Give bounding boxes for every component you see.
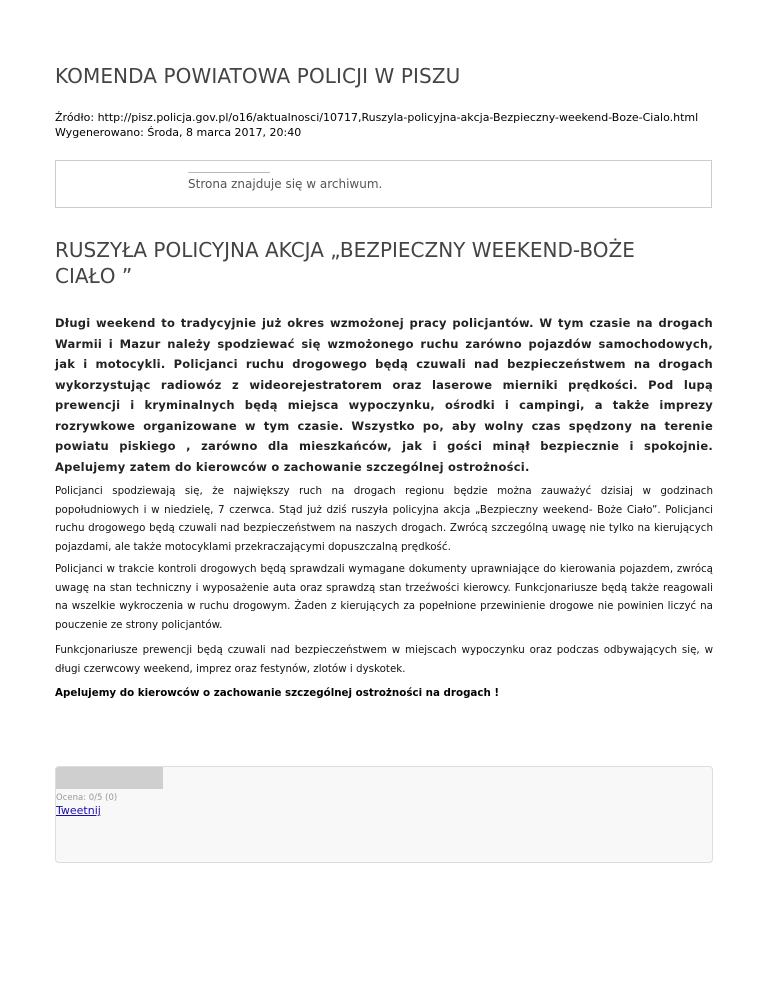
archive-notice: Strona znajduje się w archiwum. xyxy=(188,177,383,191)
rating-box xyxy=(55,766,713,863)
archive-divider xyxy=(188,172,270,173)
article-paragraph: Funkcjonariusze prewencji będą czuwali nad bezpieczeństwem w miejscach wypoczynku oraz podczas odbywających się, w długi czerwcowy weekend, imprez oraz festynów, zlotów i dyskotek. xyxy=(55,644,713,675)
archive-notice-box xyxy=(55,160,712,208)
article-title: RUSZYŁA POLICYJNA AKCJA „BEZPIECZNY WEEKEND-BOŻE CIAŁO ” xyxy=(55,238,635,288)
tweet-link[interactable]: Tweetnij xyxy=(56,804,101,817)
article-closing: Apelujemy do kierowców o zachowanie szczególnej ostrożności na drogach ! xyxy=(55,687,500,699)
article-paragraph: Policjanci w trakcie kontroli drogowych będą sprawdzali wymagane dokumenty uprawniające do kierowania pojazdem, zwrócą uwagę na stan techniczny i wyposażenie auta oraz sprawdzą stan trzeźwości kierowcy. Funkcjonariusze będą także reagowali na wszelkie wykroczenia w ruchu drogowym. Żaden z kierujących za popełnione przewinienie drogowe nie powinien liczyć na pouczenie ze strony policjantów. xyxy=(55,563,713,631)
article-paragraph: Policjanci spodziewają się, że największy ruch na drogach regionu będzie można zauważyć dzisiaj w godzinach popołudniowych i w niedzielę, 7 czerwca. Stąd już dziś ruszyła policyjna akcja „Bezpieczny weekend- Boże Ciało”. Policjanci ruchu drogowego będą czuwali nad bezpieczeństwem na naszych drogach. Zwrócą szczególną uwagę nie tylko na kierujących pojazdami, ale także motocyklami przekraczającymi dopuszczalną prędkość. xyxy=(55,485,713,553)
generated-date: Wygenerowano: Środa, 8 marca 2017, 20:40 xyxy=(55,126,302,139)
rating-score: Ocena: 0/5 (0) xyxy=(56,793,118,803)
meta-info xyxy=(55,110,698,140)
article-lead: Długi weekend to tradycyjnie już okres wzmożonej pracy policjantów. W tym czasie na drogach Warmii i Mazur należy spodziewać się wzmożonego ruchu zarówno pojazdów samochodowych, jak i motocykli. Policjanci ruchu drogowego będą czuwali nad bezpieczeństwem na drogach wykorzystując radiowóz z wideorejestratorem oraz laserowe mierniki prędkości. Pod lupą prewencji i kryminalnych będą miejsca wypoczynku, ośrodki i campingi, a także imprezy rozrywkowe organizowane w tym czasie. Wszystko po, aby wolny czas spędzony na terenie powiatu piskiego , zarówno dla mieszkańców, jak i gości minął bezpiecznie i spokojnie. Apelujemy zatem do kierowców o zachowanie szczególnej ostrożności. xyxy=(55,316,713,474)
site-title: KOMENDA POWIATOWA POLICJI W PISZU xyxy=(55,64,461,88)
source-url: Źródło: http://pisz.policja.gov.pl/o16/aktualnosci/10717,Ruszyla-policyjna-akcja-Bezpieczny-weekend-Boze-Cialo.html xyxy=(55,111,699,124)
rating-stars-bar[interactable] xyxy=(56,767,163,789)
